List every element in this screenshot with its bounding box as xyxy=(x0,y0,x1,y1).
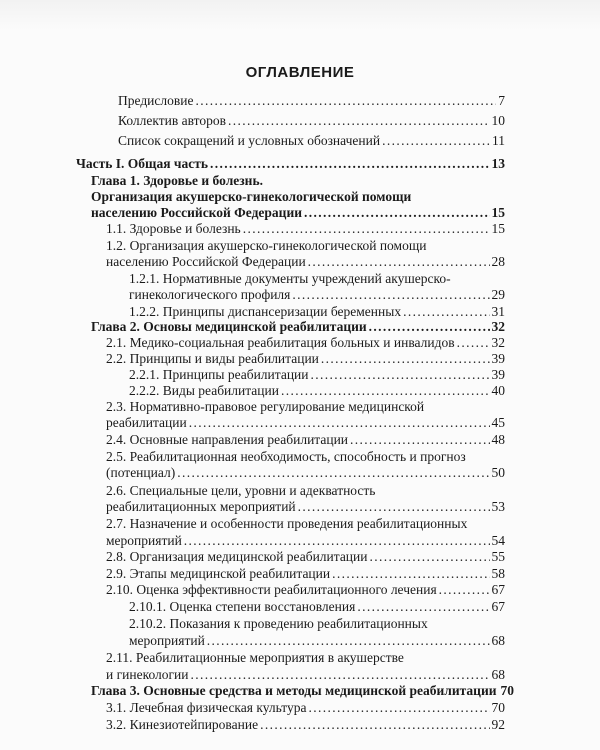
toc-entry-2-4[interactable] xyxy=(106,432,505,448)
toc-entry-2-10-2[interactable] xyxy=(129,633,505,649)
toc-entry-3-2[interactable] xyxy=(106,717,505,733)
toc-entry-2-6-line-1: 2.6. Специальные цели, уровни и адекватность xyxy=(106,483,376,498)
toc-page-number: 70 xyxy=(500,683,515,698)
toc-entry-label: Коллектив авторов xyxy=(118,113,226,128)
dot-leader xyxy=(207,633,490,649)
toc-page-number: 7 xyxy=(498,93,505,108)
dot-leader xyxy=(298,499,490,515)
dot-leader xyxy=(243,221,490,237)
toc-entry-2-5-line-1: 2.5. Реабилитационная необходимость, способность и прогноз xyxy=(106,449,466,464)
dot-leader xyxy=(403,304,489,320)
toc-page-number: 50 xyxy=(491,465,505,480)
toc-entry-2-10-1[interactable] xyxy=(129,599,505,615)
toc-entry-chapter-1[interactable] xyxy=(91,205,505,221)
dot-leader xyxy=(304,205,489,221)
toc-entry-label: мероприятий xyxy=(129,633,205,648)
toc-entry-2-3-line-1: 2.3. Нормативно-правовое регулирование медицинской xyxy=(106,399,425,414)
toc-page-number: 13 xyxy=(491,156,505,171)
toc-entry-label: населению Российской Федерации xyxy=(106,254,306,269)
toc-entry-label: 1.2.2. Принципы диспансеризации беременных xyxy=(129,304,402,319)
toc-entry-2-10[interactable] xyxy=(106,582,505,598)
toc-page-number: 67 xyxy=(491,599,505,614)
toc-entry-2-7[interactable] xyxy=(106,533,505,549)
toc-page-number: 31 xyxy=(491,304,505,319)
toc-chapter-1-line-2: Организация акушерско-гинекологической помощи xyxy=(91,189,412,204)
toc-page-number: 32 xyxy=(491,319,505,334)
toc-entry-preface[interactable] xyxy=(118,93,505,109)
toc-entry-label: 2.1. Медико-социальная реабилитация больных и инвалидов xyxy=(106,335,455,350)
toc-page-number: 54 xyxy=(491,533,505,548)
dot-leader xyxy=(210,156,489,172)
dot-leader xyxy=(195,93,496,109)
toc-entry-2-5[interactable] xyxy=(106,465,505,481)
toc-page-number: 15 xyxy=(491,221,505,236)
toc-entry-3-1[interactable] xyxy=(106,700,505,716)
toc-page-number: 67 xyxy=(491,582,505,597)
toc-entry-1-2[interactable] xyxy=(106,254,505,270)
toc-page-number: 53 xyxy=(491,499,505,514)
dot-leader xyxy=(260,717,489,733)
toc-entry-label: 2.2.1. Принципы реабилитации xyxy=(129,367,309,382)
toc-page-number: 92 xyxy=(491,717,505,732)
dot-leader xyxy=(357,599,489,615)
dot-leader xyxy=(457,335,490,351)
toc-page-number: 68 xyxy=(491,667,505,682)
toc-entry-2-11[interactable] xyxy=(106,667,505,683)
toc-entry-label: мероприятий xyxy=(106,533,182,548)
dot-leader xyxy=(308,254,490,270)
dot-leader xyxy=(228,113,490,129)
toc-entry-label: 2.4. Основные направления реабилитации xyxy=(106,432,349,447)
toc-entry-1-2-1[interactable] xyxy=(129,287,505,303)
toc-entry-label: 2.2. Принципы и виды реабилитации xyxy=(106,351,319,366)
toc-page-number: 48 xyxy=(491,432,505,447)
toc-entry-1-1[interactable] xyxy=(106,221,505,237)
toc-entry-2-8[interactable] xyxy=(106,549,505,565)
toc-entry-label: 3.1. Лечебная физическая культура xyxy=(106,700,307,715)
toc-entry-label: 2.10.1. Оценка степени восстановления xyxy=(129,599,356,614)
toc-entry-label: 2.9. Этапы медицинской реабилитации xyxy=(106,566,331,581)
toc-entry-label: 2.8. Организация медицинской реабилитации xyxy=(106,549,368,564)
toc-page-number: 39 xyxy=(491,367,505,382)
toc-entry-label: Часть I. Общая часть xyxy=(76,156,209,171)
dot-leader xyxy=(292,287,489,303)
toc-entry-label: Предисловие xyxy=(118,93,194,108)
toc-entry-1-2-1-line-1: 1.2.1. Нормативные документы учреждений акушерско- xyxy=(129,271,451,286)
toc-entry-abbreviations[interactable] xyxy=(118,133,505,149)
toc-entry-2-9[interactable] xyxy=(106,566,505,582)
toc-chapter-1-line-1: Глава 1. Здоровье и болезнь. xyxy=(91,173,263,188)
toc-page-number: 28 xyxy=(491,254,505,269)
toc-page-number: 70 xyxy=(491,700,505,715)
dot-leader xyxy=(382,133,490,149)
toc-entry-2-7-line-1: 2.7. Назначение и особенности проведения реабилитационных xyxy=(106,516,468,531)
toc-entry-label: реабилитационных мероприятий xyxy=(106,499,296,514)
toc-entry-2-1[interactable] xyxy=(106,335,505,351)
toc-page-number: 10 xyxy=(491,113,505,128)
toc-page-number: 58 xyxy=(491,566,505,581)
toc-entry-label: Список сокращений и условных обозначений xyxy=(118,133,381,148)
dot-leader xyxy=(369,549,489,565)
dot-leader xyxy=(184,533,490,549)
toc-entry-label: Глава 3. Основные средства и методы медицинской реабилитации xyxy=(91,683,497,698)
toc-entry-part-1[interactable] xyxy=(76,156,505,172)
dot-leader xyxy=(311,367,490,383)
toc-entry-2-3[interactable] xyxy=(106,415,505,431)
toc-page-number: 40 xyxy=(491,383,505,398)
dot-leader xyxy=(281,383,490,399)
toc-entry-label: (потенциал) xyxy=(106,465,176,480)
toc-entry-2-11-line-1: 2.11. Реабилитационные мероприятия в акушерстве xyxy=(106,650,404,665)
dot-leader xyxy=(191,667,490,683)
dot-leader xyxy=(308,700,489,716)
toc-entry-chapter-2[interactable] xyxy=(91,319,505,335)
toc-entry-label: реабилитации xyxy=(106,415,187,430)
toc-page-number: 68 xyxy=(491,633,505,648)
dot-leader xyxy=(332,566,489,582)
toc-entry-label: Глава 2. Основы медицинской реабилитации xyxy=(91,319,367,334)
dot-leader xyxy=(439,582,490,598)
dot-leader xyxy=(350,432,489,448)
dot-leader xyxy=(177,465,489,481)
toc-entry-label: населению Российской Федерации xyxy=(91,205,303,220)
toc-entry-label: гинекологического профиля xyxy=(129,287,291,302)
toc-page-number: 45 xyxy=(491,415,505,430)
toc-entry-label: 2.10. Оценка эффективности реабилитационного лечения xyxy=(106,582,437,597)
toc-page-number: 32 xyxy=(491,335,505,350)
dot-leader xyxy=(321,351,490,367)
toc-entry-2-10-2-line-1: 2.10.2. Показания к проведению реабилитационных xyxy=(129,616,428,631)
toc-entry-2-2-2[interactable] xyxy=(129,383,505,399)
toc-entry-label: и гинекологии xyxy=(106,667,189,682)
toc-entry-chapter-3[interactable] xyxy=(91,683,515,699)
toc-page-number: 15 xyxy=(491,205,505,220)
toc-entry-label: 2.2.2. Виды реабилитации xyxy=(129,383,279,398)
toc-entry-label: 1.1. Здоровье и болезнь xyxy=(106,221,241,236)
toc-page-number: 55 xyxy=(491,549,505,564)
toc-page-number: 39 xyxy=(491,351,505,366)
toc-entry-label: 3.2. Кинезиотейпирование xyxy=(106,717,259,732)
toc-entry-1-2-2[interactable] xyxy=(129,304,505,320)
toc-page-number: 29 xyxy=(491,287,505,302)
toc-entry-1-2-line-1: 1.2. Организация акушерско-гинекологической помощи xyxy=(106,238,427,253)
page-top-shadow xyxy=(0,0,600,30)
toc-entry-authors[interactable] xyxy=(118,113,505,129)
toc-entry-2-2[interactable] xyxy=(106,351,505,367)
dot-leader xyxy=(189,415,490,431)
toc-page-number: 11 xyxy=(492,133,505,148)
toc-entry-2-6[interactable] xyxy=(106,499,505,515)
dot-leader xyxy=(369,319,490,335)
page-title: ОГЛАВЛЕНИЕ xyxy=(245,64,355,81)
toc-entry-2-2-1[interactable] xyxy=(129,367,505,383)
